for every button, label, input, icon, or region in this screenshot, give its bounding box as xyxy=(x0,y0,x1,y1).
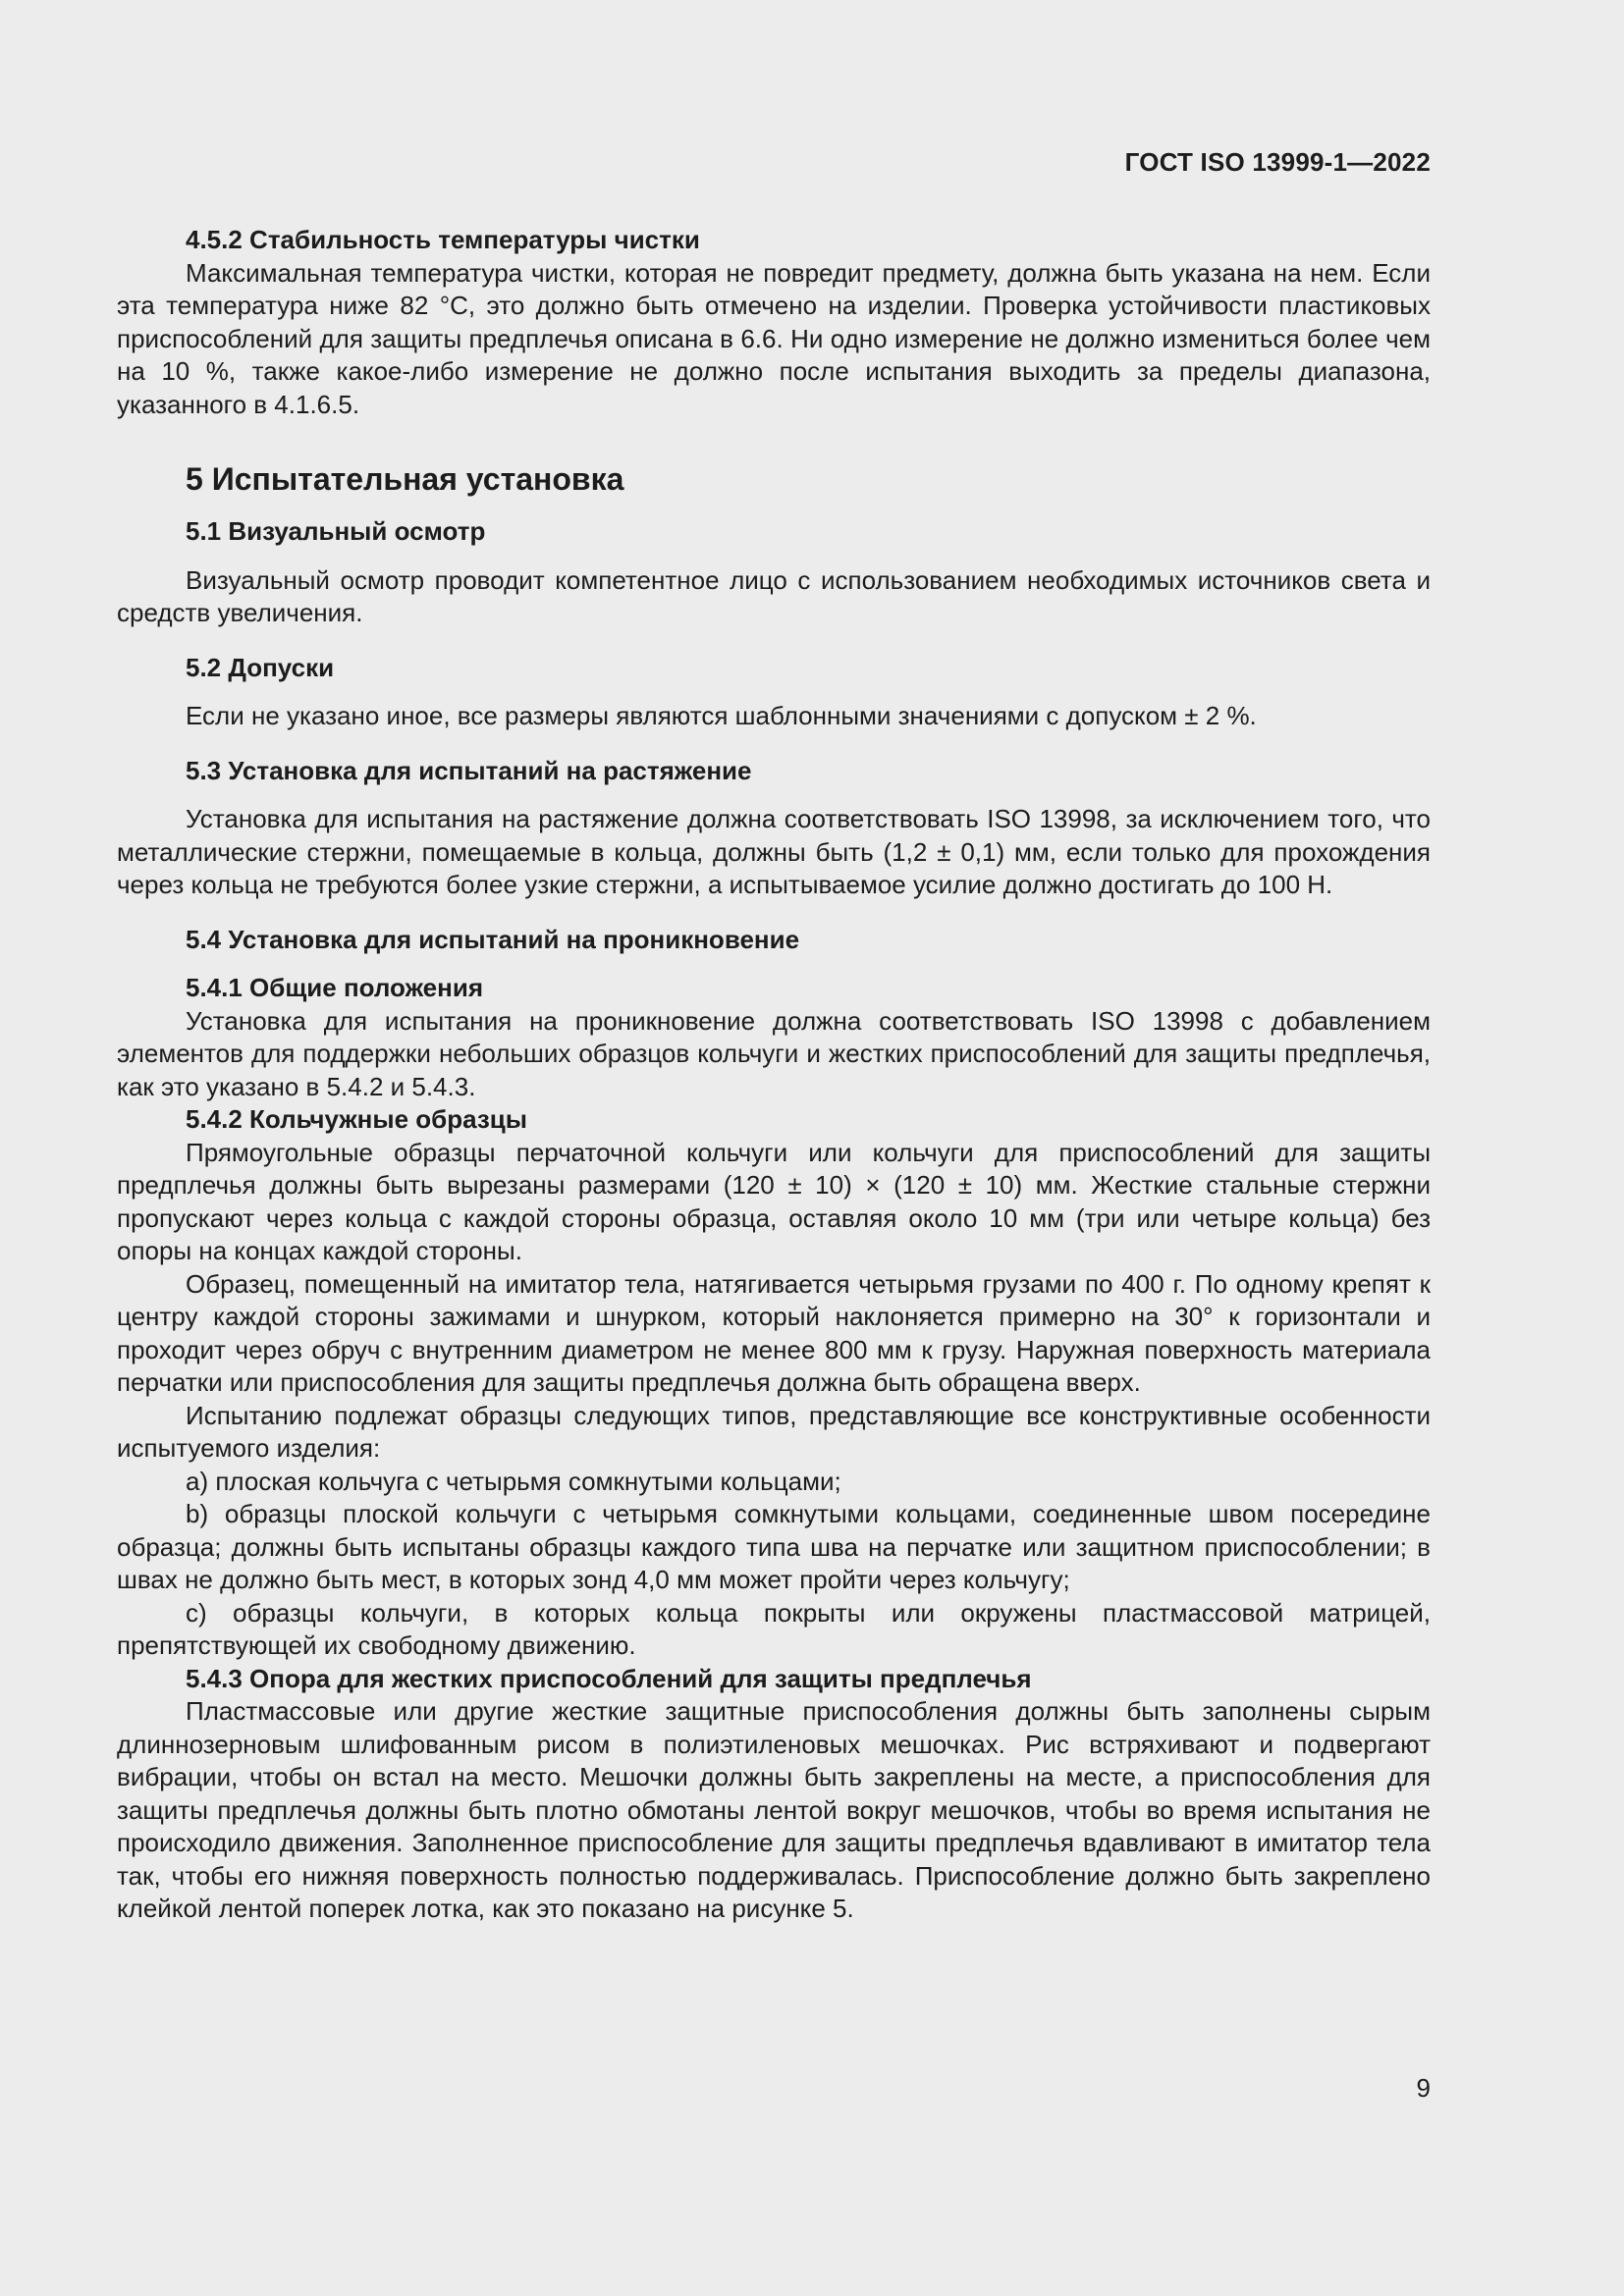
section-5-4-2-paragraph-1: Прямоугольные образцы перчаточной кольчуги или кольчуги для приспособлений для защиты предплечья должны быть вырезаны размерами (120 ± 10) × (120 ± 10) мм. Жесткие стальные стержни пропускают через кольца с каждой стороны образца, оставляя около 10 мм (три или четыре кольца) без опоры на концах каждой стороны. xyxy=(117,1137,1431,1265)
document-page xyxy=(117,0,1431,2296)
section-5-4-3-paragraph: Пластмассовые или другие жесткие защитные приспособления должны быть заполнены сырым длиннозерновым шлифованным рисом в полиэтиленовых мешочках. Рис встряхивают и подвергают вибрации, чтобы он встал на место. Мешочки должны быть закреплены на месте, а приспособления для защиты предплечья должны быть плотно обмотаны лентой вокруг мешочков, чтобы во время испытания не происходило движения. Заполненное приспособление для защиты предплечья вдавливают в имитатор тела так, чтобы его нижняя поверхность полностью поддерживалась. Приспособление должно быть закреплено клейкой лентой поперек лотка, как это показано на рисунке 5. xyxy=(117,1696,1431,1923)
section-5-1-paragraph: Визуальный осмотр проводит компетентное лицо с использованием необходимых источников света и средств увеличения. xyxy=(117,564,1431,627)
document-body xyxy=(117,224,1431,1926)
section-5-4-1-title: 5.4.1 Общие положения xyxy=(186,973,483,1002)
section-5-4-2-paragraph-2: Образец, помещенный на имитатор тела, натягивается четырьмя грузами по 400 г. По одному крепят к центру каждой стороны зажимами и шнурком, который наклоняется примерно на 30° к горизонтали и проходит через обруч с внутренним диаметром не менее 800 мм к грузу. Наружная поверхность материала перчатки или приспособления для защиты предплечья должна быть обращена вверх. xyxy=(117,1268,1431,1397)
section-5-4-2-title: 5.4.2 Кольчужные образцы xyxy=(186,1104,527,1134)
section-5-title: 5 Испытательная установка xyxy=(186,461,624,497)
section-5-4-2-paragraph-3: Испытанию подлежат образцы следующих типов, представляющие все конструктивные особенности испытуемого изделия: xyxy=(117,1400,1431,1463)
list-item-b: b) образцы плоской кольчуги с четырьмя сомкнутыми кольцами, соединенные швом посередине образца; должны быть испытаны образцы каждого типа шва на перчатке или защитном приспособлении; в швах не должно быть мест, в которых зонд 4,0 мм может пройти через кольчугу; xyxy=(117,1499,1431,1594)
section-4-5-2-title: 4.5.2 Стабильность температуры чистки xyxy=(186,225,700,254)
section-5-3-paragraph: Установка для испытания на растяжение должна соответствовать ISO 13998, за исключением того, что металлические стержни, помещаемые в кольца, должны быть (1,2 ± 0,1) мм, если только для прохождения через кольца не требуются более узкие стержни, а испытываемое усилие должно достигать до 100 Н. xyxy=(117,804,1431,899)
page-number: 9 xyxy=(1416,2073,1431,2103)
section-4-5-2-paragraph: Максимальная температура чистки, которая не повредит предмету, должна быть указана на нем. Если эта температура ниже 82 °С, это должно быть отмечено на изделии. Проверка устойчивости пластиковых приспособлений для защиты предплечья описана в 6.6. Ни одно измерение не должно измениться более чем на 10 %, также какое-либо измерение не должно после испытания выходить за пределы диапазона, указанного в 4.1.6.5. xyxy=(117,257,1431,419)
section-5-4-1-paragraph: Установка для испытания на проникновение должна соответствовать ISO 13998 с добавлением элементов для поддержки небольших образцов кольчуги и жестких приспособлений для защиты предплечья, как это указано в 5.4.2 и 5.4.3. xyxy=(117,1005,1431,1101)
list-item-a: a) плоская кольчуга с четырьмя сомкнутыми кольцами; xyxy=(186,1466,841,1496)
section-5-2-paragraph: Если не указано иное, все размеры являются шаблонными значениями с допуском ± 2 %. xyxy=(186,701,1257,730)
section-5-1-title: 5.1 Визуальный осмотр xyxy=(186,516,486,546)
section-5-4-3-title: 5.4.3 Опора для жестких приспособлений для защиты предплечья xyxy=(186,1663,1032,1693)
document-code: ГОСТ ISO 13999-1—2022 xyxy=(1124,147,1431,177)
list-item-c: c) образцы кольчуги, в которых кольца покрыты или окружены пластмассовой матрицей, препятствующей их свободному движению. xyxy=(117,1597,1431,1660)
section-5-3-title: 5.3 Установка для испытаний на растяжение xyxy=(186,755,752,785)
section-5-4-title: 5.4 Установка для испытаний на проникновение xyxy=(186,924,800,954)
section-5-2-title: 5.2 Допуски xyxy=(186,652,335,682)
